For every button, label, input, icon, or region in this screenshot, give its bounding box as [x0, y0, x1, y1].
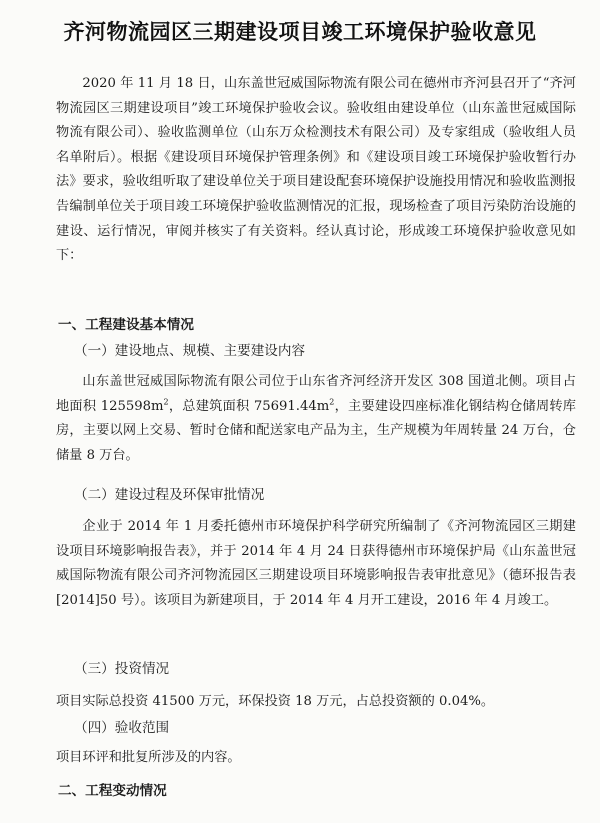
subsection-heading-2: （二）建设过程及环保审批情况 — [74, 487, 265, 503]
area-unit-superscript: 2 — [329, 397, 335, 407]
subsection-heading-3: （三）投资情况 — [74, 661, 170, 677]
subsection-2-paragraph: 企业于 2014 年 1 月委托德州市环境保护科学研究所编制了《齐河物流园区三期建设项目环境影响报告表》，并于 2014 年 4 月 24 日获得德州市环境保护局《山东盖世冠威国际物流有限公司齐河物流园区三期建设项目环境影响报告表审批意见》（德环报告表[2014]50 号）。该项目为新建项目，于 2014 年 4 月开工建设，2016 年 4 月竣工。 — [56, 519, 576, 608]
intro-paragraph: 2020 年 11 月 18 日，山东盖世冠威国际物流有限公司在德州市齐河县召开了“齐河物流园区三期建设项目”竣工环境保护验收会议。验收组由建设单位（山东盖世冠威国际物流有限公司）、验收监测单位（山东万众检测技术有限公司）及专家组成（验收组人员名单附后）。根据《建设项目环境保护管理条例》和《建设项目竣工环境保护验收暂行办法》要求，验收组听取了建设单位关于项目建设配套环境保护设施投用情况和验收监测报告编制单位关于项目竣工环境保护验收监测情况的汇报，现场检查了项目污染防治设施的建设、运行情况，审阅并核实了有关资料。经认真讨论，形成竣工环境保护验收意见如下： — [56, 76, 576, 264]
subsection-1-text-b: ，总建筑面积 75691.44m — [168, 398, 330, 414]
subsection-1-paragraph — [56, 370, 576, 468]
subsection-3-text: 项目实际总投资 41500 万元，环保投资 18 万元，占总投资额的 0.04%。 — [56, 694, 495, 709]
subsection-1-text-a: 山东盖世冠威国际物流有限公司位于山东省齐河经济开发区 308 国道北侧。项目占地面积 125598m — [56, 374, 576, 414]
section-heading-2: 二、工程变动情况 — [58, 783, 167, 799]
subsection-heading-4: （四）验收范围 — [74, 720, 170, 736]
document-title: 齐河物流园区三期建设项目竣工环境保护验收意见 — [63, 20, 537, 44]
section-heading-1: 一、工程建设基本情况 — [58, 317, 194, 333]
area-unit-superscript: 2 — [163, 397, 169, 407]
subsection-4-text: 项目环评和批复所涉及的内容。 — [56, 750, 241, 765]
subsection-1-text-c: ，主要建设四座标准化钢结构仓储周转库房，主要以网上交易、暂时仓储和配送家电产品为主，生产规模为年周转量 24 万台，仓储量 8 万台。 — [56, 398, 576, 463]
subsection-heading-1: （一）建设地点、规模、主要建设内容 — [74, 343, 306, 359]
